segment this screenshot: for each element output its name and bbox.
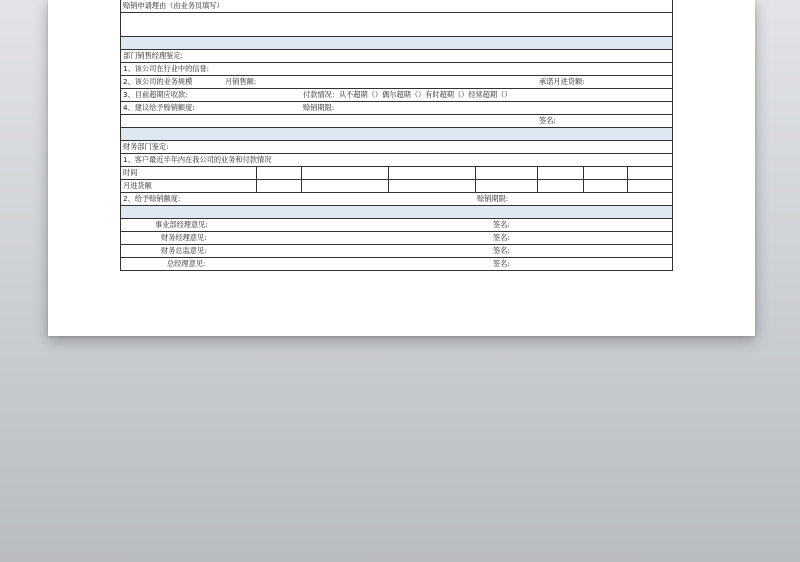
finance-title: 财务部门鉴定:	[123, 142, 169, 151]
grid-line	[301, 167, 302, 179]
grid-line	[583, 167, 584, 179]
grid-line	[627, 180, 628, 192]
history-time-row[interactable]	[121, 167, 672, 180]
business-scale-label: 2、该公司的业务规模	[123, 77, 193, 86]
approval-row[interactable]	[121, 232, 672, 245]
approval-row[interactable]	[121, 219, 672, 232]
approval-signature-label: 签名:	[493, 246, 510, 255]
overdue-receivables-row[interactable]	[121, 89, 672, 102]
business-payment-history-row	[121, 154, 672, 167]
industry-reputation-row[interactable]	[121, 63, 672, 76]
section-divider	[121, 128, 672, 141]
section-divider	[121, 206, 672, 219]
document-sheet	[48, 0, 755, 336]
approval-label: 财务总监意见:	[161, 246, 207, 255]
time-label: 时间	[123, 168, 138, 177]
application-reason-label: 赊销申请理由（由业务员填写）	[123, 1, 224, 10]
monthly-purchase-label: 月进货额	[123, 181, 152, 190]
approval-label: 事业部经理意见:	[155, 220, 208, 229]
overdue-receivables-label: 3、目前超期应收款:	[123, 90, 188, 99]
finance-credit-label: 2、给予赊销额度:	[123, 194, 181, 203]
promised-purchase-label: 承诺月进货额:	[539, 77, 585, 86]
approval-signature-label: 签名:	[493, 259, 510, 268]
industry-reputation-label: 1、该公司在行业中的信誉:	[123, 64, 210, 73]
payment-status-label: 付款情况：从不超期（）偶尔超期（）有时超期（）经常超期（）	[303, 90, 512, 99]
grid-line	[537, 167, 538, 179]
sales-manager-signature-row[interactable]	[121, 115, 672, 128]
sales-manager-title: 部门销售经理鉴定:	[123, 51, 183, 60]
history-purchase-row[interactable]	[121, 180, 672, 193]
monthly-sales-label: 月销售额:	[225, 77, 257, 86]
approval-row[interactable]	[121, 258, 672, 270]
business-scale-row[interactable]	[121, 76, 672, 89]
grid-line	[256, 180, 257, 192]
approval-signature-label: 签名:	[493, 233, 510, 242]
grid-line	[475, 180, 476, 192]
finance-credit-row[interactable]	[121, 193, 672, 206]
grid-line	[301, 180, 302, 192]
business-payment-history-label: 1、客户最近半年内在我公司的业务和付款情况	[123, 155, 272, 164]
suggested-credit-label: 4、建议给予赊销额度:	[123, 103, 195, 112]
approval-signature-label: 签名:	[493, 220, 510, 229]
approval-label: 总经理意见:	[167, 259, 206, 268]
credit-application-form	[120, 0, 673, 271]
grid-line	[475, 167, 476, 179]
grid-line	[388, 180, 389, 192]
approval-row[interactable]	[121, 245, 672, 258]
grid-line	[388, 167, 389, 179]
grid-line	[583, 180, 584, 192]
sales-manager-title-row	[121, 50, 672, 63]
finance-title-row	[121, 141, 672, 154]
section-divider	[121, 37, 672, 50]
application-reason-field[interactable]	[121, 13, 672, 37]
grid-line	[537, 180, 538, 192]
credit-period-label: 赊销期限:	[303, 103, 335, 112]
signature-label: 签名:	[539, 116, 556, 125]
grid-line	[256, 167, 257, 179]
application-reason-row	[121, 0, 672, 13]
grid-line	[627, 167, 628, 179]
approval-label: 财务经理意见:	[161, 233, 207, 242]
suggested-credit-row[interactable]	[121, 102, 672, 115]
finance-credit-period-label: 赊销期限:	[477, 194, 509, 203]
